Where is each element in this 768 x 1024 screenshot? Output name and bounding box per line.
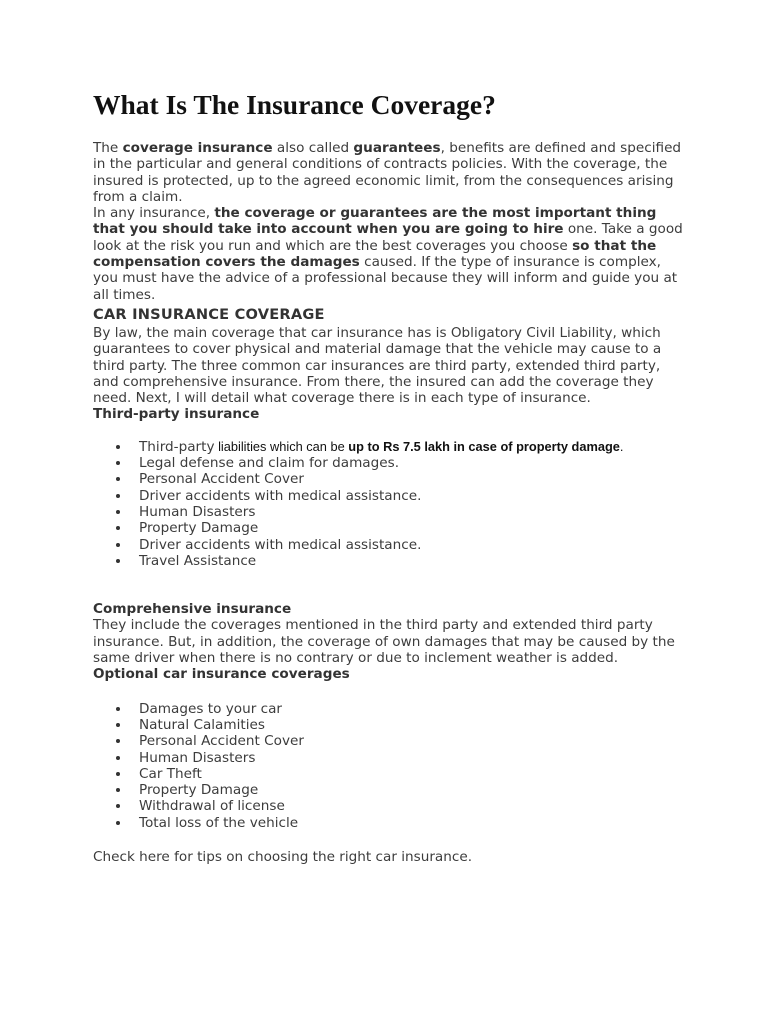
comprehensive-heading: Comprehensive insurance — [93, 601, 292, 618]
list-item: Property Damage — [93, 782, 683, 798]
section-heading: CAR INSURANCE COVERAGE — [93, 305, 325, 323]
list-item: Withdrawal of license — [93, 798, 683, 814]
article-body — [93, 88, 683, 865]
list-item: Property Damage — [93, 520, 683, 536]
list-item: Natural Calamities — [93, 717, 683, 733]
intro-paragraph-2: In any insurance, the coverage or guarantees are the most important thing that you should take into account when you are going to hire one. Take a good look at the risk you run and which are the best coverages you choose so that the compensation covers the damages caused. If the type of insurance is complex, you must have the advice of a professional because they will inform and guide you at all times. — [93, 205, 683, 303]
list-item: Third-party liabilities which can be up to Rs 7.5 lakh in case of property damage. — [93, 439, 683, 455]
page-title: What Is The Insurance Coverage? — [93, 89, 496, 120]
list-item: Total loss of the vehicle — [93, 815, 683, 831]
list-item: Damages to your car — [93, 701, 683, 717]
list-item: Driver accidents with medical assistance. — [93, 537, 683, 553]
list-item: Personal Accident Cover — [93, 471, 683, 487]
list-item: Personal Accident Cover — [93, 733, 683, 749]
list-item: Human Disasters — [93, 504, 683, 520]
intro-paragraph-1: The coverage insurance also called guarantees, benefits are defined and specified in the particular and general conditions of contracts policies. With the coverage, the insured is protected, up to the agreed economic limit, from the consequences arising from a claim. — [93, 140, 682, 205]
footer-note: Check here for tips on choosing the right car insurance. — [93, 848, 473, 865]
optional-heading: Optional car insurance coverages — [93, 666, 350, 683]
section-paragraph: By law, the main coverage that car insurance has is Obligatory Civil Liability, which guarantees to cover physical and material damage that the vehicle may cause to a third party. The three common car insurances are third party, extended third party, and comprehensive insurance. From there, the insured can add the coverage they need. Next, I will detail what coverage there is in each type of insurance. — [93, 324, 662, 407]
list-item: Driver accidents with medical assistance. — [93, 488, 683, 504]
third-party-list — [93, 439, 683, 569]
third-party-heading: Third-party insurance — [93, 406, 260, 423]
list-item: Legal defense and claim for damages. — [93, 455, 683, 471]
list-item: Human Disasters — [93, 750, 683, 766]
comprehensive-paragraph: They include the coverages mentioned in the third party and extended third party insurance. But, in addition, the coverage of own damages that may be caused by the same driver when there is no contrary or due to inclement weather is added. — [93, 617, 675, 667]
list-item: Car Theft — [93, 766, 683, 782]
list-item: Travel Assistance — [93, 553, 683, 569]
optional-list — [93, 701, 683, 831]
